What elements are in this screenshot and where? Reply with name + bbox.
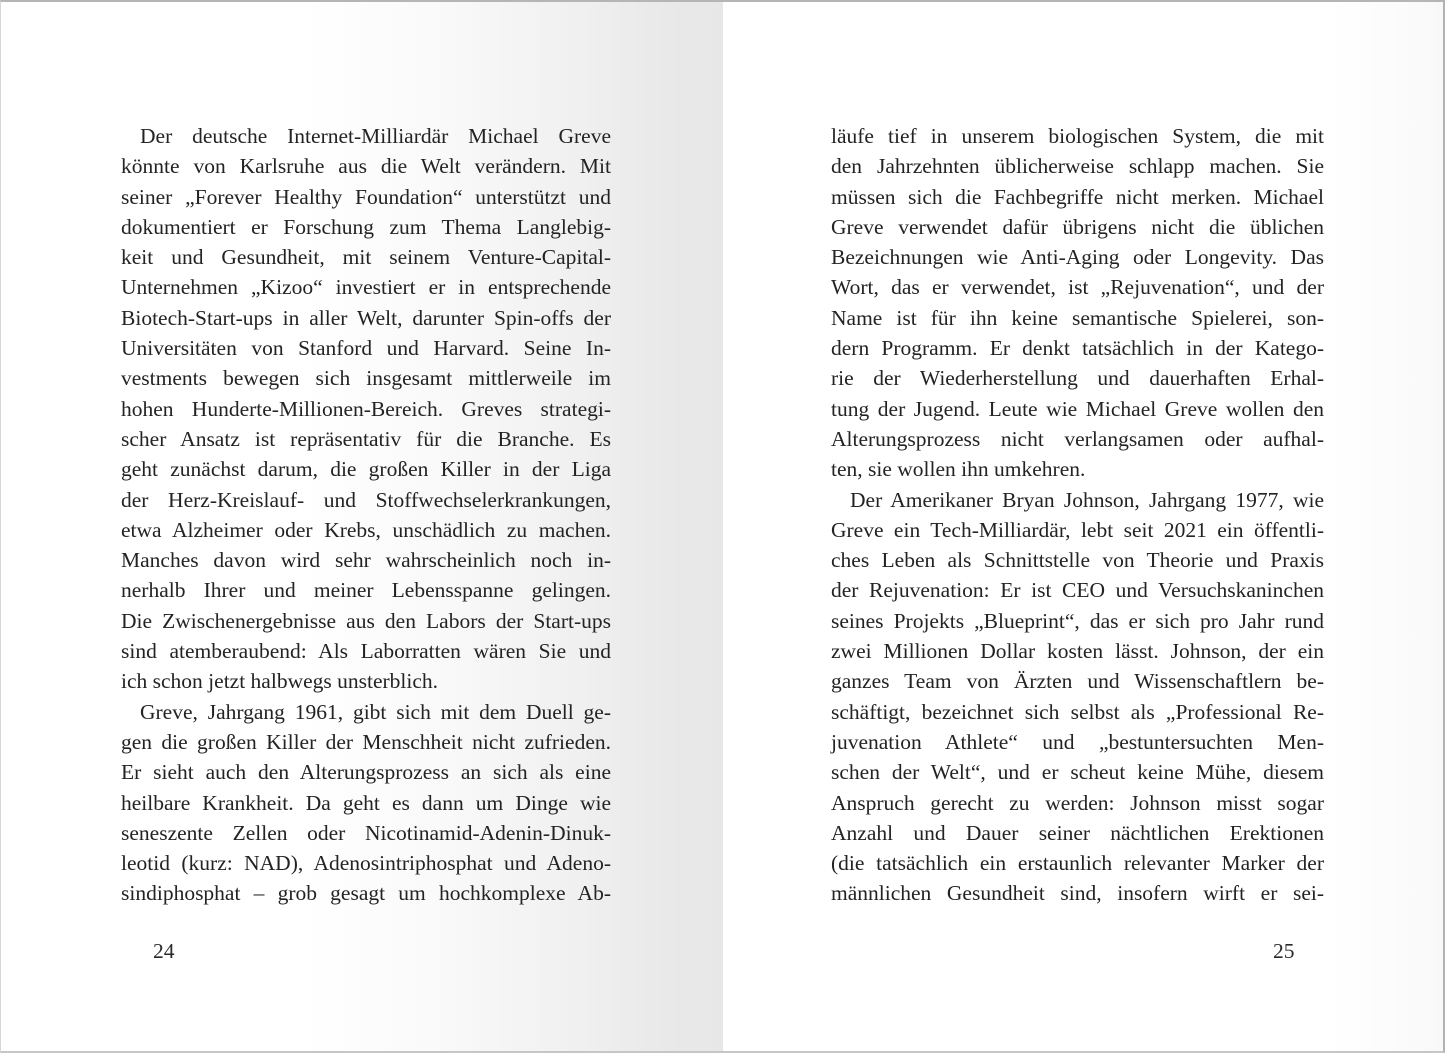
text-line: sindiphosphat – grob gesagt um hochkomplexe Ab- [121, 881, 611, 906]
text-line: männlichen Gesundheit sind, insofern wirft er sei- [831, 881, 1324, 906]
text-line: scher Ansatz ist repräsentativ für die Branche. Es [121, 426, 611, 451]
text-line: Der Amerikaner Bryan Johnson, Jahrgang 1977, wie [850, 487, 1324, 512]
text-line: dern Programm. Er denkt tatsächlich in der Katego- [831, 336, 1324, 361]
text-line: schäftigt, bezeichnet sich selbst als „Professional Re- [831, 699, 1324, 724]
page-right [723, 2, 1445, 1051]
text-line: seiner „Forever Healthy Foundation“ unterstützt und [121, 184, 611, 209]
text-line: ich schon jetzt halbwegs unsterblich. [121, 669, 439, 694]
text-line: etwa Alzheimer oder Krebs, unschädlich zu machen. [121, 517, 611, 542]
text-line: läufe tief in unserem biologischen System, die mit [831, 124, 1324, 148]
text-line: könnte von Karlsruhe aus die Welt verändern. Mit [121, 154, 611, 179]
text-line: vestments bewegen sich insgesamt mittlerweile im [121, 366, 611, 391]
text-line: keit und Gesundheit, mit seinem Venture-Capital- [121, 245, 611, 270]
text-line: Unternehmen „Kizoo“ investiert er in entsprechende [121, 275, 611, 300]
page-left [1, 2, 723, 1051]
text-line: Bezeichnungen wie Anti-Aging oder Longevity. Das [831, 245, 1324, 270]
text-line: schen der Welt“, und er scheut keine Mühe, diesem [831, 760, 1324, 785]
text-line: Der deutsche Internet-Milliardär Michael Greve [140, 124, 611, 148]
text-line: Universitäten von Stanford und Harvard. Seine In- [121, 336, 611, 361]
text-line: juvenation Athlete“ und „bestuntersuchten Men- [831, 729, 1324, 754]
page-number-left: 24 [153, 939, 175, 963]
page-left-text-block [121, 121, 611, 909]
text-line: den Jahrzehnten üblicherweise schlapp machen. Sie [831, 154, 1324, 179]
text-line: Biotech-Start-ups in aller Welt, darunter Spin-offs der [121, 305, 611, 330]
text-line: Greve ein Tech-Milliardär, lebt seit 2021 ein öffentli- [831, 517, 1324, 542]
text-line: müssen sich die Fachbegriffe nicht merken. Michael [831, 184, 1324, 209]
text-line: Anspruch gerecht zu werden: Johnson misst sogar [831, 790, 1324, 815]
text-line: Name ist für ihn keine semantische Spielerei, son- [831, 305, 1324, 330]
text-line: ganzes Team von Ärzten und Wissenschaftlern be- [831, 669, 1324, 694]
text-line: heilbare Krankheit. Da geht es dann um Dinge wie [121, 790, 611, 815]
text-line: zwei Millionen Dollar kosten lässt. Johnson, der ein [831, 639, 1324, 664]
text-line: dokumentiert er Forschung zum Thema Langlebig- [121, 214, 611, 239]
text-line: Er sieht auch den Alterungsprozess an sich als eine [121, 760, 611, 785]
text-line: seneszente Zellen oder Nicotinamid-Adenin-Dinuk- [121, 820, 611, 845]
text-line: sind atemberaubend: Als Laborratten wären Sie und [121, 639, 611, 664]
text-line: der Rejuvenation: Er ist CEO und Versuchskaninchen [831, 578, 1324, 603]
text-line: Manches davon wird sehr wahrscheinlich noch in- [121, 548, 611, 573]
text-line: Alterungsprozess nicht verlangsamen oder aufhal- [831, 426, 1324, 451]
page-right-text-block [831, 121, 1324, 909]
text-line: gen die großen Killer der Menschheit nicht zufrieden. [121, 729, 611, 754]
text-line: Wort, das er verwendet, ist „Rejuvenation“, und der [831, 275, 1324, 300]
text-line: Greve verwendet dafür übrigens nicht die üblichen [831, 214, 1324, 239]
text-line: rie der Wiederherstellung und dauerhaften Erhal- [831, 366, 1324, 391]
text-line: der Herz-Kreislauf- und Stoffwechselerkrankungen, [121, 487, 611, 512]
text-line: geht zunächst darum, die großen Killer in der Liga [121, 457, 611, 482]
text-line: ten, sie wollen ihn umkehren. [831, 457, 1086, 482]
text-line: hohen Hunderte-Millionen-Bereich. Greves strategi- [121, 396, 611, 421]
text-line: Greve, Jahrgang 1961, gibt sich mit dem Duell ge- [140, 699, 611, 724]
text-line: (die tatsächlich ein erstaunlich relevanter Marker der [831, 851, 1324, 876]
text-line: leotid (kurz: NAD), Adenosintriphosphat und Adeno- [121, 851, 611, 876]
text-line: nerhalb Ihrer und meiner Lebensspanne gelingen. [121, 578, 611, 603]
page-number-right: 25 [1273, 939, 1295, 963]
text-line: seines Projekts „Blueprint“, das er sich pro Jahr rund [831, 608, 1324, 633]
text-line: ches Leben als Schnittstelle von Theorie und Praxis [831, 548, 1324, 573]
text-line: Die Zwischenergebnisse aus den Labors der Start-ups [121, 608, 611, 633]
text-line: tung der Jugend. Leute wie Michael Greve wollen den [831, 396, 1324, 421]
text-line: Anzahl und Dauer seiner nächtlichen Erektionen [831, 820, 1324, 845]
